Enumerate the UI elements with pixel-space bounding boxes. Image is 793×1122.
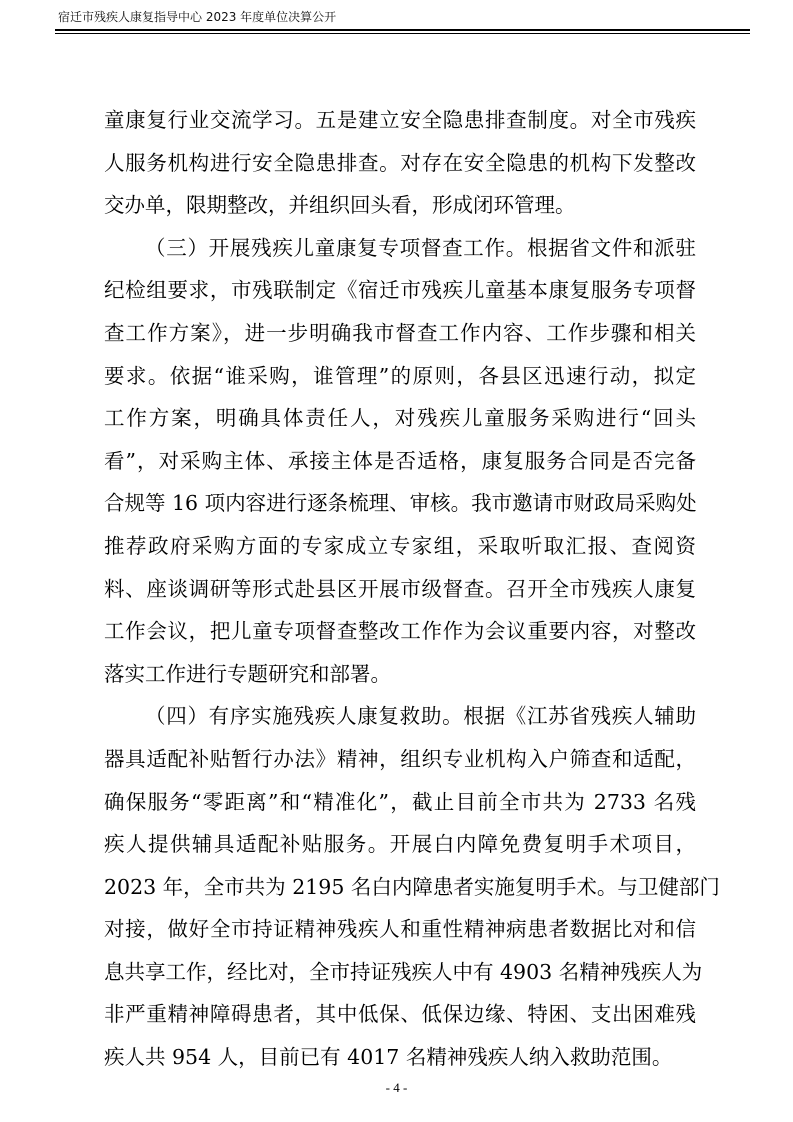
page-number: - 4 - [385, 1080, 408, 1095]
text-line: 疾人提供辅具适配补贴服务。开展白内障免费复明手术项目， [104, 832, 696, 857]
text-line: 推荐政府采购方面的专家成立专家组，采取听取汇报、查阅资 [104, 533, 696, 558]
text-line: 查工作方案》，进一步明确我市督查工作内容、工作步骤和相关 [104, 320, 696, 345]
text-line: 工作会议，把儿童专项督查整改工作作为会议重要内容，对整改 [104, 619, 696, 644]
text-line: 交办单，限期整改，并组织回头看，形成闭环管理。 [104, 193, 576, 218]
text-line: 要求。依据“谁采购，谁管理”的原则，各县区迅速行动，拟定 [104, 363, 696, 388]
text-line: 落实工作进行专题研究和部署。 [104, 661, 391, 686]
text-line: （四）有序实施残疾人康复救助。根据《江苏省残疾人辅助 [145, 704, 696, 729]
header-rule-thick [55, 29, 750, 31]
paragraph [104, 695, 720, 1078]
text-line: 息共享工作，经比对，全市持证残疾人中有 4903 名精神残疾人为 [104, 959, 703, 984]
document-body [104, 99, 720, 1079]
text-line: 纪检组要求，市残联制定《宿迁市残疾儿童基本康复服务专项督 [104, 278, 696, 303]
text-line: 疾人共 954 人，目前已有 4017 名精神残疾人纳入救助范围。 [104, 1045, 673, 1070]
text-line: 非严重精神障碍患者，其中低保、低保边缘、特困、支出困难残 [104, 1002, 696, 1027]
text-line: 2023 年，全市共为 2195 名白内障患者实施复明手术。与卫健部门 [104, 874, 720, 899]
text-line: 工作方案，明确具体责任人，对残疾儿童服务采购进行“回头 [104, 406, 696, 431]
text-line: 确保服务“零距离”和“精准化”，截止目前全市共为 2733 名残 [104, 789, 696, 814]
text-line: 人服务机构进行安全隐患排查。对存在安全隐患的机构下发整改 [104, 150, 696, 175]
page-header-title: 宿迁市残疾人康复指导中心 2023 年度单位决算公开 [58, 10, 337, 24]
header-rule-thin [55, 33, 750, 34]
text-line: 料、座谈调研等形式赴县区开展市级督查。召开全市残疾人康复 [104, 576, 696, 601]
paragraph [104, 99, 696, 227]
text-line: 童康复行业交流学习。五是建立安全隐患排查制度。对全市残疾 [104, 108, 696, 132]
text-line: 看”，对采购主体、承接主体是否适格，康复服务合同是否完备 [104, 448, 696, 473]
text-line: 合规等 16 项内容进行逐条梳理、审核。我市邀请市财政局采购处 [104, 491, 697, 516]
text-line: 器具适配补贴暂行办法》精神，组织专业机构入户筛查和适配， [104, 746, 696, 771]
text-line: 对接，做好全市持证精神残疾人和重性精神病患者数据比对和信 [104, 917, 696, 942]
paragraph [104, 227, 696, 696]
text-line: （三）开展残疾儿童康复专项督查工作。根据省文件和派驻 [145, 235, 696, 260]
